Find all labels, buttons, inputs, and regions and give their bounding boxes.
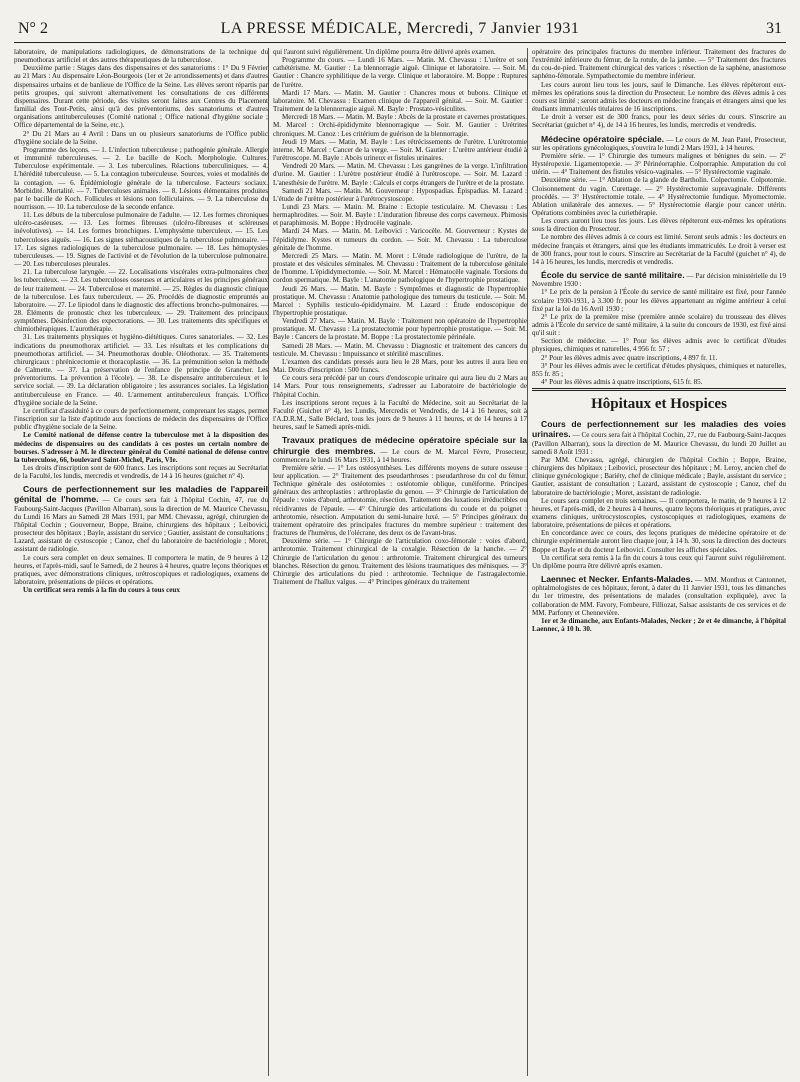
paragraph-text: Le nombre des élèves admis à ce cours est limité. Seront seuls admis : les docteurs en médecine français et étrangers, ainsi que les étudiants immatriculés. Le droit à verser est de 300 francs, pour tout le cours. S'inscrire au Secrétariat de la Faculté (guichet n° 4), de 14 à 16 heures, les lundis, mercredis et vendredis. [532, 233, 786, 266]
paragraph [273, 203, 527, 227]
paragraph [532, 152, 786, 176]
column-divider [527, 48, 528, 1076]
paragraph-text: Les cours auront lieu tous les jours, sauf le Dimanche. Les élèves répéteront eux-mêmes les opérations sous la direction du Prosecteur. Le nombre des élèves admis à ces cours est limité ; seront admis les docteurs en médecine français et étrangers ainsi que les étudiants immatriculés titulaires de 16 inscriptions. [532, 80, 786, 114]
paragraph-text: Par MM. Chevassu, agrégé, chirurgien de l'hôpital Cochin ; Boppe, Braine, chirurgiens des hôpitaux ; Leibovici, prosecteur des hôpitaux ; M. Leroy, ancien chef de clinique gynécologique ; Bariéty, chef de clinique médicale ; Bayle, assistant du service ; Gautier, assistant de consultation ; Lazard, assistant de cystoscopie ; Canoz, chef du laboratoire de bactériologie ; Moret, assistant de radiologie. [532, 455, 786, 497]
paragraph [14, 554, 268, 587]
column-divider [268, 48, 269, 1076]
paragraph-text: laboratoire, de manipulations radiologiques, de démonstrations de la technique du pneumothorax artificiel et des autres thérapeutiques de la tuberculose. [14, 48, 268, 65]
paragraph [532, 529, 786, 553]
paragraph-text: Programme du cours. — Lundi 16 Mars. — Matin. M. Chevassu : L'urètre et son cathétérisme. M. Gautier : La blennorragie aiguë. Clinique et laboratoire. — Soir. M. Gautier : Chancre syphilitique de la verge. Clinique et laboratoire. M. Boppe : Ruptures de l'urètre. [273, 56, 527, 89]
paragraph [532, 378, 786, 386]
paragraph-text: Samedi 21 Mars. — Matin. M. Gouverneur : Hypospadias. Épispadias. M. Lazard : L'étude de l'urètre postérieur à l'urétrocystoscope. [273, 186, 527, 203]
paragraph [14, 586, 268, 594]
paragraph-text: 21. La tuberculose laryngée. — 22. Localisations viscérales extra-pulmonaires chez les tuberculeux. — 23. Les tuberculoses osseuses et articulaires et les principes généraux de leur traitement. — 24. Tuberculose et maternité. — 25. Règles du diagnostic clinique de la tuberculose. Les faux tuberculeux. — 26. Procédés de diagnostic empruntés au laboratoire. — 27. Le lipiodol dans le diagnostic des affections broncho-pulmonaires. — 28. Éléments de pronostic chez les tuberculeux. — 29. Traitement des principaux symptômes. Désinfection des expectorations. — 30. Les traitements dits spécifiques et chimiothérapiques. L'aurothérapie. [14, 268, 268, 334]
paragraph-text: 1° Le prix de la pension à l'École du service de santé militaire est fixé, pour l'année scolaire 1930-1931, à 3.300 fr. pour les élèves appartenant au régime antérieur à celui fixé par la loi du 16 Avril 1930 ; [532, 288, 786, 313]
section-title: Hôpitaux et Hospices [591, 396, 727, 413]
paragraph-text: Mercredi 25 Mars. — Matin. M. Moret : L'étude radiologique de l'urètre, de la prostate et des vésicules séminales. M. Chevassu : Traitement de la tuberculose génitale de l'homme. L'épididymectomie. — Soir. M. Marcel : Hématocèle vaginale. Torsions du cordon spermatique. M. Bayle : L'anatomie pathologique de l'hypertrophie prostatique. [273, 251, 527, 285]
paragraph-text: Les droits d'inscription sont de 600 francs. Les inscriptions sont reçues au Secrétariat de la Faculté, les lundis, mercredis et vendredis, de 14 à 16 heures (guichet n° 4). [14, 463, 268, 481]
paragraph [273, 464, 527, 537]
paragraph [14, 64, 268, 129]
paragraph [532, 176, 786, 217]
paragraph-text: — Par décision ministérielle du 19 Novembre 1930 : [532, 272, 786, 289]
section-rule [532, 388, 786, 391]
paragraph-text: 2° Du 21 Mars au 4 Avril : Dans un ou plusieurs sanatoriums de l'Office public d'hygiène sociale de la Seine. [14, 129, 268, 146]
paragraph [532, 337, 786, 353]
paragraph-text: Mardi 24 Mars. — Matin. M. Leibovici : Varicocèle. M. Gouverneur : Kystes de l'épididyme. Kystes et tumeurs du cordon. — Soir. M. Chevassu : La tuberculose génitale de l'homme. [273, 227, 527, 252]
paragraph-text: 4° Pour les élèves admis à quatre inscriptions, 615 fr. 85. [541, 378, 703, 387]
paragraph [14, 407, 268, 431]
paragraph [14, 268, 268, 333]
paragraph-text: 1er et 3e dimanche, aux Enfants-Malades, Necker ; 2e et 4e dimanche, à l'hôpital Laennec, à 10 h. 30. [532, 616, 786, 633]
paragraph-text: Ce cours sera précédé par un cours d'endoscopie urinaire qui aura lieu du 2 Mars au 14 Mars. Pour tous renseignements, s'adresser au Laboratoire de bactériologie de l'hôpital Cochin. [273, 374, 527, 399]
paragraph-text: — Ce cours sera fait à l'hôpital Cochin, 27, rue du Faubourg-Saint-Jacques (Pavillon Albarran), sous la direction de M. Maurice Chevassu, du lundi 20 Juillet au samedi 8 Août 1931 : [532, 431, 786, 456]
paragraph-text: Le certificat d'assiduité à ce cours de perfectionnement, comprenant les stages, permet l'inscription sur la liste d'aptitude aux fonctions de médecin des dispensaires de l'Office public d'hygiène sociale de la Seine. [14, 406, 268, 432]
paragraph [273, 48, 527, 56]
issue-number: N° 2 [18, 20, 48, 37]
paragraph-text: — Le cours de M. Jean Patel, Prosecteur, sur les opérations gynécologiques, s'ouvrira le lundi 2 Mars 1931, à 14 heures. [532, 135, 786, 152]
paragraph-text: Vendredi 27 Mars. — Matin. M. Bayle : Traitement non opératoire de l'hypertrophie prostatique. M. Chevassu : La prostatectomie pour hypertrophie prostatique. — Soir. M. Bayle : Cancers de la prostate. M. Boppe : La prostatectomie périnéale. [273, 317, 527, 342]
paragraph [532, 113, 786, 129]
paragraph-text: Jeudi 19 Mars. — Matin, M. Bayle : Les rétrécissements de l'urètre. L'urétrotomie interne. M. Marcel : Cancer de la verge. — Soir. M. Gautier : L'urètre antérieur étudié à l'urétroscope. M. Bayle : Abcès urineux et fistules urinaires. [273, 137, 527, 163]
paragraph-text: 2° Le prix de la première mise (première année scolaire) du trousseau des élèves admis à l'École du service de santé militaire, à la suite du concours de 1930, est fixé ainsi qu'il suit : [532, 312, 786, 338]
paragraph [273, 89, 527, 113]
paragraph [273, 537, 527, 586]
paragraph-text: Un certificat sera remis à la fin du cours à tous ceux qui l'auront suivi régulièrement. Un diplôme pourra être délivré après examen. [532, 553, 786, 570]
paragraph [532, 574, 786, 617]
paragraph-text: Deuxième série. — 1° Chirurgie de l'articulation coxo-fémorale : voies d'abord, arthrotomie. Traitement chirurgical de la coxalgie. Résection de la hanche. — 2° Chirurgie de l'articulation du genou : arthrotomie. Traitement chirurgical des tumeurs blanches. Résection du genou. Traitement des lésions traumatiques des ménisques. — 3° Chirurgie des articulations du pied : arthrotomie. Technique de l'astragalectomie. Traitement de l'hallux valgus. — 4° Principes généraux du traitement [273, 537, 527, 586]
article-heading: Laennec et Necker. Enfants-Malades. [541, 574, 693, 585]
text-column-3 [532, 48, 786, 1076]
paragraph-text: Le Comité national de défense contre la tuberculose met à la disposition des médecins de dispensaires ou des candidats à ces postes un certain nombre de bourses. S'adresser à M. le directeur général du Comité national de défense contre la tuberculose, 66, boulevard Saint-Michel, Paris, VIe. [14, 431, 268, 464]
article-heading: Travaux pratiques de médecine opératoire spéciale sur la chirurgie des membres. [273, 435, 527, 456]
paragraph [532, 134, 786, 152]
paragraph-text: Les cours auront lieu tous les jours. Les élèves répéteront eux-mêmes les opérations sous la direction du Prosecteur. [532, 217, 786, 234]
article-heading: École du service de santé militaire. [541, 270, 685, 281]
paragraph [273, 285, 527, 318]
paragraph-text: opératoire des principales fractures du membre inférieur. Traitement des fractures de l'extrémité inférieure du fémur, de la rotule, de la jambe. — 5° Traitement des fractures du cou-de-pied. Traitement chirurgical des varices : résection de la saphène, anastomose saphéno-fémorale. Sympathectomie du membre inférieur. [532, 48, 786, 81]
paragraph-text: Section de médecine. — 1° Pour les élèves admis avec le certificat d'études physiques, chimiques et naturelles, 4 956 fr. 57 ; [532, 337, 786, 354]
paragraph [273, 317, 527, 341]
paragraph [273, 56, 527, 89]
paragraph-text: 2° Pour les élèves admis avec quatre inscriptions, 4 897 fr. 11. [541, 353, 718, 362]
paragraph [273, 399, 527, 432]
paragraph [273, 162, 527, 186]
paragraph [532, 419, 786, 456]
paragraph-text: Deuxième partie : Stages dans des dispensaires et des sanatoriums : 1° Du 9 Février au 21 Mars : Au dispensaire Léon-Bourgeois (1er et 2e arrondissements) et dans d'autres dispensaires urbains et de banlieue de l'Office de la Seine. Les élèves seront répartis par petits groupes, qui suivront alternativement les consultations de ces différents dispensaires. Durant cette période, des visites seront faites aux Centres du Placement familial des Tout-Petits, ainsi qu'à des préventoriums, des sanatoriums et d'autres organisations antituberculeuses (Comité national ; Office national d'hygiène sociale ; Office départemental de la Seine, etc.). [14, 64, 268, 130]
paragraph-text: Mardi 17 Mars. — Matin. M. Gautier : Chancres mous et bubons. Clinique et laboratoire. M. Chevassu : Examen clinique de l'appareil génital. — Soir. M. Gautier : Traitement de la blennorragie aiguë. M. Bayle : Prostato-vésiculites. [273, 88, 527, 114]
paragraph [532, 81, 786, 114]
paragraph-text: qui l'auront suivi régulièrement. Un diplôme pourra être délivré après examen. [273, 48, 496, 56]
paragraph-text: Le cours sera complet en trois semaines. — Il comportera, le matin, de 9 heures à 12 heures, et l'après-midi, de 2 heures à 4 heures, quatre leçons théoriques et pratiques, avec examens cliniques, urétrocystoscopies, cystoscopiques et radiologiques, examens de laboratoire, présentations de pièces et opérations. [532, 496, 786, 530]
page-header [14, 12, 786, 43]
paragraph [14, 464, 268, 480]
page-number: 31 [766, 20, 782, 37]
paragraph-text: Deuxième série. — 1° Ablation de la glande de Bartholin. Colpectomie. Colpotomie. Cloisonnement du vagin. Curettage. — 2° Hystérectomie supravaginale. Différents procédés. — 3° Hystérectomie totale. — 4° Hystérectomie fundique. Myomectomie. Ablation unilatérale des annexes. — 5° Hystérectomie élargie pour cancer utérin. Opérations combinées avec la curiethérapie. [532, 176, 786, 217]
article-heading: Cours de perfectionnement sur les maladies de l'appareil génital de l'homme. [14, 484, 268, 505]
paragraph [532, 456, 786, 497]
paragraph-text: En concordance avec ce cours, des leçons pratiques de médecine opératoire et de chirurgie expérimentale auront lieu chaque jour, à 14 h. 30, sous la direction des docteurs Boppe et Bayle et du docteur Leibovici. Consulter les affiches spéciales. [532, 529, 786, 554]
paragraph [273, 227, 527, 251]
article-heading: Médecine opératoire spéciale. [541, 133, 665, 144]
paragraph [532, 362, 786, 378]
paragraph [532, 554, 786, 570]
paragraph [532, 217, 786, 233]
paragraph [532, 233, 786, 266]
paragraph [273, 113, 527, 137]
paragraph-text: Un certificat sera remis à la fin du cours à tous ceux [23, 586, 180, 595]
paragraph-text: — MM. Monthus et Cantonnet, ophtalmologistes de ces hôpitaux, feront, à dater du 11 Janvier 1931, tous les dimanches du 1er trimestre, des présentations de malades (consultation expliquée), avec la collaboration de MM. Favory, Fombeure, Filliozat, Salsac assistants de ces services et de MM. Parfonry et Chennevière. [532, 576, 786, 617]
paragraph [14, 431, 268, 464]
paragraph [273, 435, 527, 463]
paragraph-text: 3° Pour les élèves admis avec le certificat d'études physiques, chimiques et naturelles, 855 fr. 85 ; [532, 361, 786, 378]
paragraph [14, 130, 268, 146]
journal-title: LA PRESSE MÉDICALE, Mercredi, 7 Janvier 1931 [220, 20, 580, 37]
paragraph-text: Jeudi 26 Mars. — Matin. M. Bayle : Symptômes et diagnostic de l'hypertrophie prostatique. M. Chevassu : Anatomie pathologique des tumeurs du testicule. — Soir. M. Marcel : Syphilis testiculo-épididymaire. M. Lazard : Étude endoscopique de l'hypertrophie prostatique. [273, 284, 527, 317]
text-column-2 [273, 48, 527, 1076]
paragraph [273, 138, 527, 162]
paragraph-text: Samedi 28 Mars. — Matin. M. Chevassu : Diagnostic et traitement des cancers du testicule. M. Chevassu : Impuissance et stérilité masculines. [273, 341, 527, 358]
paragraph-text: Lundi 23 Mars. — Matin. M. Braine : Ectopie testiculaire. M. Chevassu : Les hermaphrodites. — Soir. M. Bayle : L'induration fibreuse des corps caverneux. Phimosis et paraphimosis. M. Boppe : Hydrocèle vaginale. [273, 202, 527, 228]
paragraph-text: Le droit à verser est de 300 francs, pour les deux séries du cours. S'inscrire au Secrétariat (guichet n° 4), de 14 à 16 heures, les lundis, mercredis et vendredis. [532, 113, 786, 130]
paragraph [532, 270, 786, 288]
paragraph [532, 497, 786, 530]
paragraph [532, 288, 786, 312]
paragraph [532, 313, 786, 337]
paragraph-text: Première série. — 1° Chirurgie des tumeurs malignes et bénignes du sein. — 2° Hystéropexie. Ligamentopexie. — 3° Périnéorraphie. Colporraphie. Amputation du col utérin. — 4° Traitement des fistules vésico-vaginales. — 5° Hystérectomie vaginale. [532, 151, 786, 177]
paragraph [532, 617, 786, 633]
article-heading: Cours de perfectionnement sur les maladies des voies urinaires. [532, 419, 786, 440]
paragraph-text: 31. Les traitements physiques et hygiéno-diététiques. Cures sanatoriales. — 32. Les indications du pneumothorax artificiel. — 33. Les résultats et les complications du pneumothorax artificiel. — 34. Pneumothorax double. Oléothorax. — 35. Traitements chirurgicaux : phrénicectomie et thoracoplastie. — 36. La prémunition selon la méthode de Calmette. — 37. La préservation de l'enfance (le principe de Grancher. Les préventoriums. La prévention à l'école). — 38. Le dispensaire antituberculeux et le service social. — 39. La déclaration obligatoire ; les assurances sociales. La législation antituberculeuse en France. — 40. L'armement antituberculeux français. L'Office d'hygiène sociale de la Seine. [14, 333, 268, 407]
paragraph [14, 211, 268, 268]
paragraph [532, 48, 786, 81]
paragraph [14, 146, 268, 211]
paragraph-text: — Le cours de M. Marcel Fèvre, Prosecteur, commencera le lundi 16 Mars 1931, à 14 heures. [273, 447, 527, 464]
paragraph-text: 11. Les débuts de la tuberculose pulmonaire de l'adulte. — 12. Les formes chroniques ulcéro-caséeuses. — 13. Les formes fibreuses (ulcéro-fibreuses et scléreuses inévolutives). — 14. Les formes bronchiques. L'emphysème tuberculeux. — 15. Les tuberculoses aiguës. — 16. Les signes stéthacoustiques de la tuberculose pulmonaire. — 17. Les signes radiologiques de la tuberculose pulmonaire. — 18. Les hémoptysies tuberculeuses. — 19. Signes de l'activité et de l'évolution de la tuberculose pulmonaire. — 20. Les tuberculoses pleurales. [14, 211, 268, 269]
paragraph [14, 333, 268, 406]
paragraph [273, 358, 527, 374]
paragraph [273, 187, 527, 203]
paragraph-text: Première série. — 1° Les ostéosynthèses. Les différents moyens de suture osseuse : leur application. — 2° Traitement des pseudarthroses : pseudarthrose du col du fémur. Technique générale des ostéotomies : ostéotomie oblique, cunéiforme. Principes généraux des arthroplasties : arthroplastie du genou. — 3° Chirurgie de l'articulation de l'épaule : voies d'abord, arthrotomie, résection. Traitement des luxations irréductibles ou récidivantes de l'épaule. — 4° Chirurgie des articulations du coude et du poignet : arthrotomie, résection. Amputation du semi-lunaire luxé. — 5° Principes généraux du traitement opératoire des principales fractures du membre supérieur : traitement des fractures de l'humérus, de l'olécrane, des deux os de l'avant-bras. [273, 463, 527, 538]
paragraph-text: L'examen des candidats pressés aura lieu le 28 Mars, pour les autres il aura lieu en Mai. Droits d'inscription : 500 francs. [273, 357, 527, 375]
paragraph-text: Le cours sera complet en deux semaines. Il comportera le matin, de 9 heures à 12 heures, et l'après-midi, sauf le Samedi, de 2 heures à 4 heures, quatre leçons théoriques et pratiques, avec démonstrations cliniques, urétroscopiques et radiologiques, examens de laboratoire, présentations de pièces et opérations. [14, 553, 268, 586]
paragraph-text: Les inscriptions seront reçues à la Faculté de Médecine, soit au Secrétariat de la Faculté (Guichet n° 4), les Lundis, Mercredis et Vendredis, de 14 à 16 heures, soit à l'A.D.R.M., Salle Béclard, tous les jours de 9 heures à 11 heures, et de 14 heures à 17 heures, sauf le Samedi après-midi. [273, 398, 527, 432]
paragraph [273, 342, 527, 358]
paragraph-text: Programme des leçons. — 1. L'infection tuberculeuse ; pathogénie générale. Allergie et immunité tuberculeuses. — 2. Le bacille de Koch. Morphologie. Cultures. Tuberculose expérimentale. — 3. Les tuberculines. Réactions tuberculiniques. — 4. L'hérédité tuberculeuse. — 5. La contagion tuberculeuse. Sources, voies et modalités de la contagion. — 6. Épidémiologie générale de la tuberculose. Facteurs sociaux. Morbidité. Mortalité. — 7. Tuberculoses animales. — 8. Lésions élémentaires produites par le bacille de Koch. Follicules et lésions non folliculaires. — 9. La tuberculose du nourrisson. — 10. La tuberculose de la seconde enfance. [14, 145, 268, 211]
paragraph-text: Mercredi 18 Mars. — Matin. M. Bayle : Abcès de la prostate et cavernes prostatiques. M. Marcel : Orchi-épididymite blennorragique — Soir. M. Gautier : Urétrites chroniques. M. Canoz : Les critérium de guérison de la blennorragie. [273, 113, 527, 138]
paragraph [273, 252, 527, 285]
paragraph-text: Vendredi 20 Mars. — Matin. M. Chevassu : Les gangrènes de la verge. L'infiltration d'urine. M. Gautier : L'urètre postérieur étudié à l'urétroscope. — Soir. M. Lazard : L'anesthésie de l'urètre. M. Bayle : Calculs et corps étrangers de l'urètre et de la prostate. [273, 162, 527, 187]
text-column-1 [14, 48, 268, 1076]
paragraph-text: — Ce cours sera fait à l'hôpital Cochin, 47, rue du Faubourg-Saint-Jacques (Pavillon Albarran), sous la direction de M. Maurice Chevassu, du Lundi 16 Mars au Samedi 28 Mars 1931, par MM. Chevassu, agrégé, chirurgien de l'hôpital Cochin ; Gouverneur, Boppe, Braine, chirurgiens des hôpitaux ; Leibovici, prosecteur des hôpitaux ; Bayle, assistant du service ; Gautier, assistant de consultations ; Lazard, assistant de cystoscopie ; Canoz, chef du laboratoire de bactériologie ; Moret, assistant de radiologie. [14, 496, 268, 554]
paragraph [14, 484, 268, 553]
paragraph [14, 48, 268, 64]
paragraph [532, 354, 786, 362]
paragraph [273, 374, 527, 398]
